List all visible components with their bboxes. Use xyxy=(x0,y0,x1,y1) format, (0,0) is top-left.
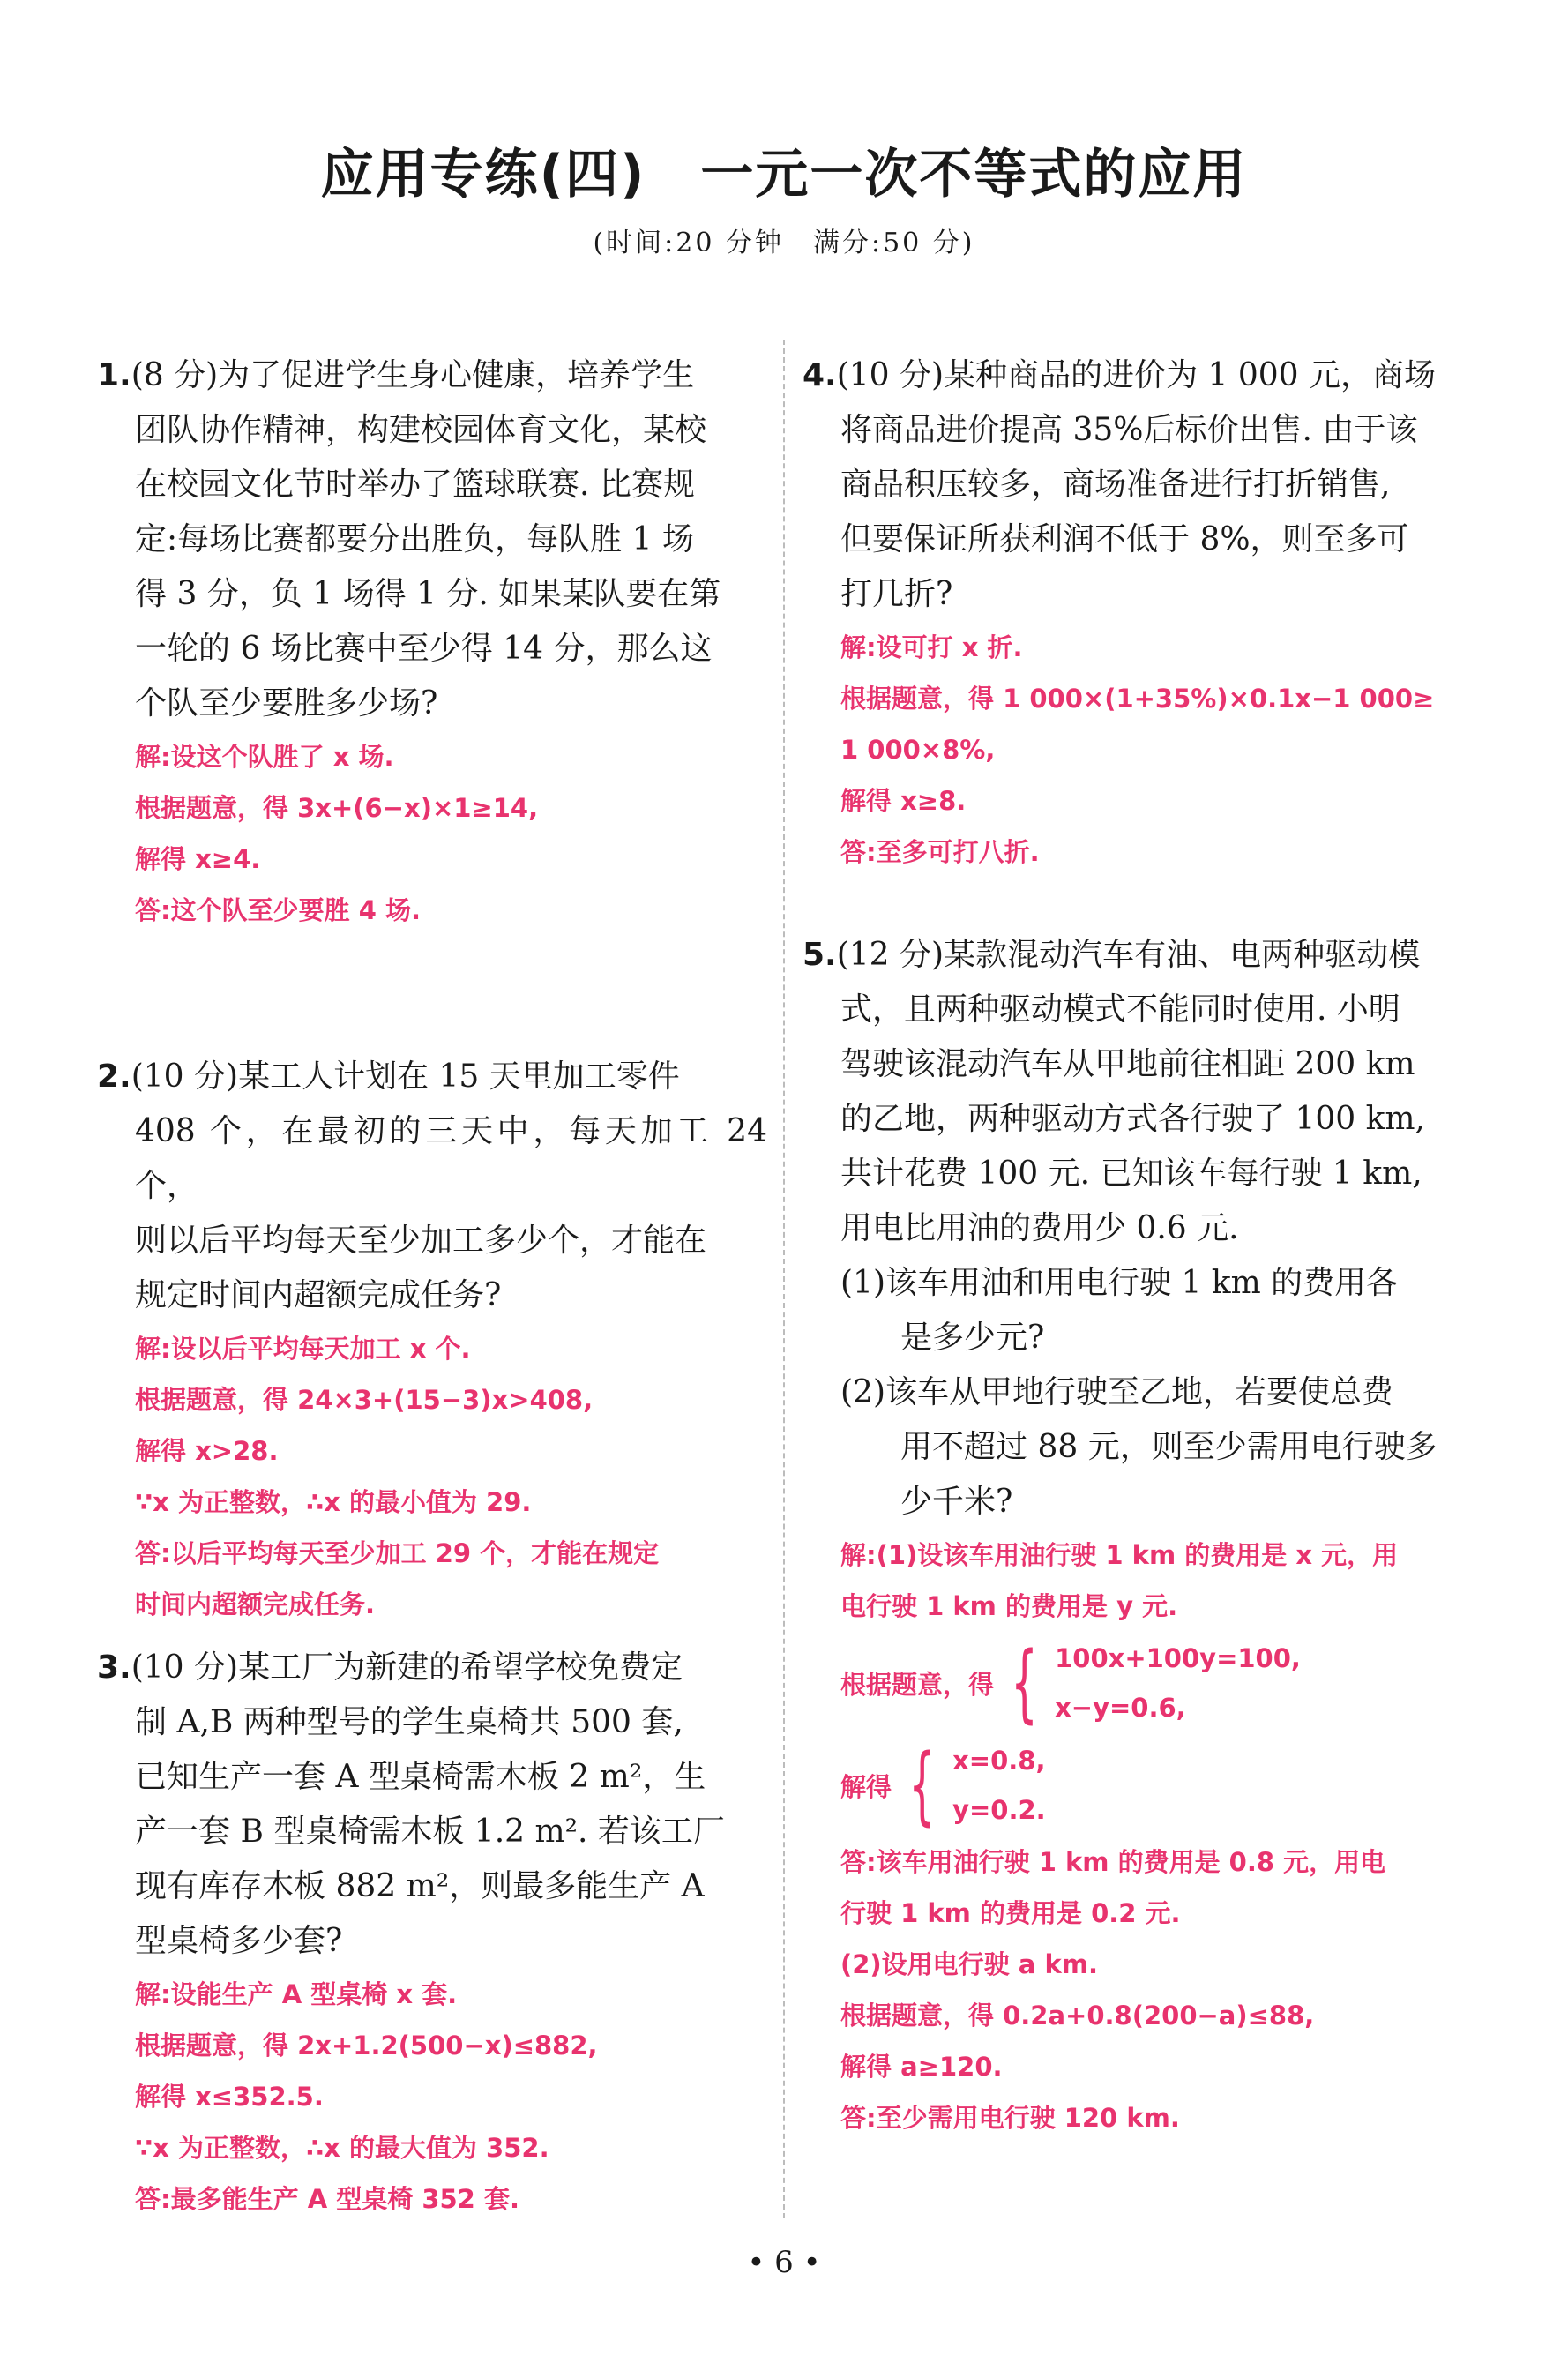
question-number: 1. xyxy=(97,357,131,393)
answer-2: 解:设以后平均每天加工 x 个. 根据题意，得 24×3+(15−3)x>408, 解得 x>28. ∵x 为正整数，∴x 的最小值为 29. 答:以后平均每天至少加工 29 个，才能在规定 时间内超额完成任务. xyxy=(135,1334,660,1619)
question-1 xyxy=(97,348,767,936)
question-number: 4. xyxy=(803,357,837,393)
question-3 xyxy=(97,1641,767,2225)
question-1-text: 1.(8 分)为了促进学生身心健康，培养学生 团队协作精神，构建校园体育文化，某校 在校园文化节时举办了篮球联赛. 比赛规 定:每场比赛都要分出胜负，每队胜 1 场 得 3 分，负 1 场得 1 分. 如果某队要在第 一轮的 6 场比赛中至少得 14 分，那么这 个队至少要胜多少场? xyxy=(97,357,721,722)
equation-system: 根据题意，得 { 100x+100y=100, x−y=0.6, xyxy=(840,1634,1301,1732)
left-brace-icon: { xyxy=(908,1736,936,1835)
page-title: 应用专练(四) 一元一次不等式的应用 xyxy=(320,144,1248,206)
question-4-text: 4.(10 分)某种商品的进价为 1 000 元，商场 将商品进价提高 35%后标价出售. 由于该 商品积压较多，商场准备进行打折销售, 但要保证所获利润不低于 8%，则至多可 打几折? xyxy=(803,357,1437,612)
answer-3: 解:设能生产 A 型桌椅 x 套. 根据题意，得 2x+1.2(500−x)≤882, 解得 x≤352.5. ∵x 为正整数，∴x 的最大值为 352. 答:最多能生产 A 型桌椅 352 套. xyxy=(135,1979,598,2214)
answer-5: 解:(1)设该车用油行驶 1 km 的费用是 x 元，用 电行驶 1 km 的费用是 y 元. 根据题意，得 { 100x+100y=100, x−y=0.6, 解得 { x=0.8, y=0.2. 答:该车用油行驶 1 km 的费用是 0.8 元，用电 行驶 1 km 的费用是 0.2 元. (2)设用电行驶 a km. 根据题意，得 0.2a+0.8(200−a)≤88, 解得 a≥120. 答:至少需用电行驶 120 km. xyxy=(803,1530,1473,2143)
solution-system: 解得 { x=0.8, y=0.2. xyxy=(840,1736,1046,1835)
question-number: 5. xyxy=(803,937,837,973)
answer-1: 解:设这个队胜了 x 场. 根据题意，得 3x+(6−x)×1≥14, 解得 x≥4. 答:这个队至少要胜 4 场. xyxy=(135,742,539,925)
question-3-text: 3.(10 分)某工厂为新建的希望学校免费定 制 A,B 两种型号的学生桌椅共 500 套, 已知生产一套 A 型桌椅需木板 2 m²，生 产一套 B 型桌椅需木板 1.2 m². 若该工厂 现有库存木板 882 m²，则最多能生产 A 型桌椅多少套? xyxy=(97,1649,725,1959)
question-number: 3. xyxy=(97,1649,131,1686)
question-2 xyxy=(97,1050,767,1630)
question-number: 2. xyxy=(97,1058,131,1095)
question-5-text: 5.(12 分)某款混动汽车有油、电两种驱动模 式，且两种驱动模式不能同时使用. 小明 驾驶该混动汽车从甲地前往相距 200 km 的乙地，两种驱动方式各行驶了 100 km, 共计花费 100 元. 已知该车每行驶 1 km, 用电比用油的费用少 0.6 元. (1)该车用油和用电行驶 1 km 的费用各 是多少元? (2)该车从甲地行驶至乙地，若要使总费 用不超过 88 元，则至少需用电行驶多 少千米? xyxy=(803,928,1473,1530)
question-2-text: 2.(10 分)某工人计划在 15 天里加工零件 408 个，在最初的三天中，每天加工 24 个， 则以后平均每天至少加工多少个，才能在 规定时间内超额完成任务? xyxy=(97,1058,767,1313)
question-4 xyxy=(803,348,1473,878)
answer-4: 解:设可打 x 折. 根据题意，得 1 000×(1+35%)×0.1x−1 000≥ 1 000×8%, 解得 x≥8. 答:至多可打八折. xyxy=(840,632,1435,867)
left-brace-icon: { xyxy=(1011,1634,1038,1732)
page-number: • 6 • xyxy=(747,2245,821,2280)
sub-question-2: (2)该车从甲地行驶至乙地，若要使总费 用不超过 88 元，则至少需用电行驶多 少千米? xyxy=(840,1374,1437,1520)
column-divider xyxy=(783,340,785,2218)
question-5 xyxy=(803,928,1473,2143)
page-subtitle: (时间:20 分钟 满分:50 分) xyxy=(593,228,975,258)
sub-question-1: (1)该车用油和用电行驶 1 km 的费用各 是多少元? xyxy=(840,1265,1399,1356)
